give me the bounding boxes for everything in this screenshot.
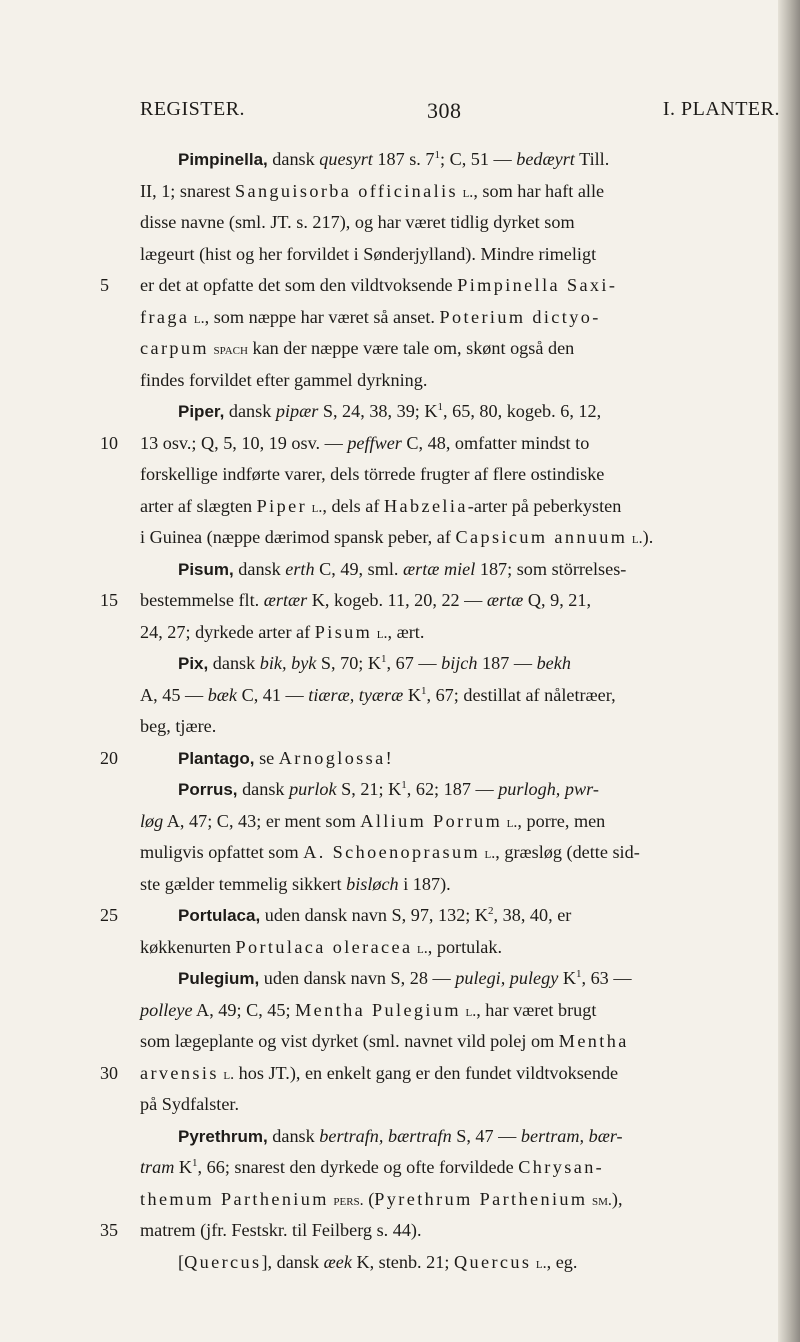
text-line: på Sydfalster. xyxy=(140,1094,240,1114)
entry-headword: Piper, xyxy=(178,402,225,421)
text-line: 35 matrem (jfr. Festskr. til Feilberg s. 44). xyxy=(140,1215,770,1247)
text-line: 25 Portulaca, uden dansk navn S, 97, 132; $K^2$, 38, 40, er xyxy=(140,900,770,932)
text-line: findes forvildet efter gammel dyrkning. xyxy=(140,369,428,390)
text-line: II, 1; snarest Sanguisorba officinalis l., som har haft alle xyxy=(140,180,605,201)
text-line: A, 45 — bæk C, 41 — tiæræ, tyæræ $K^1$, 67; destillat af nåletræer, xyxy=(140,684,616,705)
text-line: disse navne (sml. JT. s. 217), og har været tidlig dyrket som xyxy=(140,212,575,232)
line-number: 10 xyxy=(100,432,118,453)
text-line: i Guinea (næppe dærimod spansk peber, af Capsicum annuum l.). xyxy=(140,527,654,547)
line-number: 30 xyxy=(100,1062,118,1083)
register-text xyxy=(100,144,770,1278)
text-line: 10 13 osv.; Q, 5, 10, 19 osv. — peffwer C, 48, omfatter mindst to xyxy=(140,428,770,460)
page-edge xyxy=(778,0,800,1342)
text-line: polleye A, 49; C, 45; Mentha Pulegium l., har været brugt xyxy=(140,999,597,1020)
line-number: 20 xyxy=(100,747,118,768)
latin-name: Sanguisorba officinalis xyxy=(234,180,459,201)
latin-name: Pimpinella Saxi- xyxy=(457,275,618,295)
entry-headword: Pix, xyxy=(178,654,209,673)
text-line: 24, 27; dyrkede arter af Pisum l., ært. xyxy=(140,621,425,642)
text-line: Pyrethrum, dansk bertrafn, bærtrafn S, 47 — bertram, bær- xyxy=(178,1125,623,1146)
line-number: 5 xyxy=(100,275,109,295)
text-line: Porrus, dansk purlok S, 21; $K^1$, 62; 187 — purlogh, pwr- xyxy=(178,778,599,799)
entry-headword: Plantago, xyxy=(178,748,255,768)
text-line: ste gælder temmelig sikkert bisløch i 187). xyxy=(140,873,451,894)
text-line: Pimpinella, dansk quesyrt 187 s. $7^1$; C, 51 — bedæyrt Till. xyxy=(178,148,610,169)
entry-headword: Pisum, xyxy=(178,559,234,579)
running-head xyxy=(140,98,780,128)
header-left: REGISTER. xyxy=(140,98,246,120)
text-line: tram $K^1$, 66; snarest den dyrkede og ofte forvildede Chrysan- xyxy=(140,1156,605,1177)
text-line: lægeurt (hist og her forvildet i Sønderjylland). Mindre rimeligt xyxy=(140,243,597,264)
line-number: 25 xyxy=(100,905,118,925)
entry-headword: Pulegium, xyxy=(178,969,260,988)
text-line: forskellige indførte varer, dels törrede frugter af flere ostindiske xyxy=(140,464,605,484)
entry-headword: Porrus, xyxy=(178,780,238,799)
text-line: fraga l., som næppe har været så anset. Poterium dictyo- xyxy=(140,306,601,327)
text-line: 5 er det at opfatte det som den vildtvoksende Pimpinella Saxi- xyxy=(140,270,770,302)
text-line: Piper, dansk pipær S, 24, 38, 39; $K^1$, 65, 80, kogeb. 6, 12, xyxy=(178,400,602,421)
text-line: 30 arvensis l. hos JT.), en enkelt gang er den fundet vildtvoksende xyxy=(140,1058,770,1090)
page-number: 308 xyxy=(427,98,462,123)
text-line: Pisum, dansk erth C, 49, sml. ærtæ miel 187; som störrelses- xyxy=(178,558,627,579)
entry-headword: Pimpinella, xyxy=(178,150,268,169)
header-right: I. PLANTER. xyxy=(662,98,780,120)
text-line: carpum spach kan der næppe være tale om, skønt også den xyxy=(140,338,575,358)
line-number: 15 xyxy=(100,590,118,610)
entry-headword: Portulaca, xyxy=(178,906,261,925)
text-line: [Quercus], dansk æek K, stenb. 21; Quercus l., eg. xyxy=(178,1251,578,1272)
text-line: arter af slægten Piper l., dels af Habzelia-arter på peberkysten xyxy=(140,495,622,516)
text-line: som lægeplante og vist dyrket (sml. navnet vild polej om Mentha xyxy=(140,1031,629,1051)
entry-headword: Pyrethrum, xyxy=(178,1126,268,1146)
latin-name: Poterium dictyo- xyxy=(439,306,601,327)
text-line: køkkenurten Portulaca oleracea l., portulak. xyxy=(140,936,503,957)
text-line: themum Parthenium pers. (Pyrethrum Parthenium sm.), xyxy=(140,1188,623,1209)
line-number: 35 xyxy=(100,1220,118,1240)
text-line: beg, tjære. xyxy=(140,716,217,736)
text-line: 20 Plantago, se Arnoglossa! xyxy=(140,743,770,775)
text-line: Pix, dansk bik, byk S, 70; $K^1$, 67 — bijch 187 — bekh xyxy=(178,652,571,673)
text-line: muligvis opfattet som A. Schoenoprasum l., græsløg (dette sid- xyxy=(140,842,640,862)
text-line: 15 bestemmelse flt. ærtær K, kogeb. 11, 20, 22 — ærtæ Q, 9, 21, xyxy=(140,585,770,617)
text-line: Pulegium, uden dansk navn S, 28 — pulegi, pulegy $K^1$, 63 — xyxy=(178,967,632,988)
text-line: løg A, 47; C, 43; er ment som Allium Porrum l., porre, men xyxy=(140,810,606,831)
